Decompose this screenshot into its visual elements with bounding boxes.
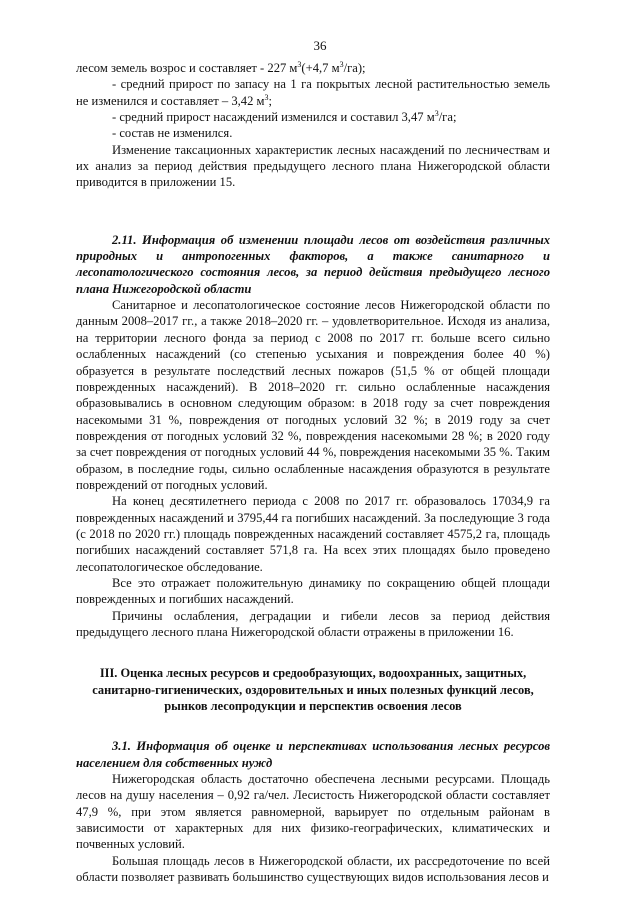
bullet-item: - состав не изменился. xyxy=(112,126,233,141)
section-heading-3-1: 3.1. Информация об оценке и перспективах использования лесных ресурсов населением для собственных нужд xyxy=(76,739,550,770)
paragraph: Большая площадь лесов в Нижегородской области, их рассредоточение по всей области позволяет развивать большинство существующих видов использования лесов и xyxy=(76,853,550,885)
bullet-item: - средний прирост насаждений изменился и составил 3,47 $м^3/га$; xyxy=(112,109,457,125)
chapter-heading-III: III. Оценка лесных ресурсов и средообразующих, водоохранных, защитных, санитарно-гигиенических, оздоровительных и иных полезных функций лесов, рынков лесопродукции и перспектив освоения лесов xyxy=(92,666,534,714)
page-number: 36 xyxy=(313,38,327,53)
page-body xyxy=(76,60,550,885)
paragraph: На конец десятилетнего периода с 2008 по 2017 гг. образовалось 17034,9 га поврежденных насаждений и 3795,44 га погибших насаждений. За последующие 3 года (с 2018 по 2020 гг.) площадь поврежденных насаждений составляет 4575,2 га, площадь погибших насаждений составляет 571,8 га. На всех этих площадях было проведено лесопатологическое обследование. xyxy=(76,494,550,574)
paragraph: Нижегородская область достаточно обеспечена лесными ресурсами. Площадь лесов на душу населения – 0,92 га/чел. Лесистость Нижегородской области составляет 47,9 %, при этом является равномерной, варьирует по отдельным районам в зависимости от характерных для них физико-географических, климатических и почвенных условий. xyxy=(76,772,550,852)
bullet-item: - средний прирост по запасу на 1 га покрытых лесной растительностью земель не изменился и составляет – 3,42 $м^3$; xyxy=(76,77,550,108)
section-heading-2-11: 2.11. Информация об изменении площади лесов от воздействия различных природных и антропогенных факторов, а также санитарного и лесопатологического состояния лесов, за период действия предыдущего лесного плана Нижегородской области xyxy=(76,232,550,296)
paragraph: Изменение таксационных характеристик лесных насаждений по лесничествам и их анализ за период действия предыдущего лесного плана Нижегородской области приводится в приложении 15. xyxy=(76,142,550,190)
paragraph: Причины ослабления, деградации и гибели лесов за период действия предыдущего лесного плана Нижегородской области отражены в приложении 16. xyxy=(76,608,550,639)
paragraph: лесом земель возрос и составляет - 227 $м^3(+4,7$ $м^3/га$); xyxy=(76,60,366,75)
paragraph: Все это отражает положительную динамику по сокращению общей площади поврежденных и погибших насаждений. xyxy=(76,575,550,607)
paragraph: Санитарное и лесопатологическое состояние лесов Нижегородской области по данным 2008–2017 гг., а также 2018–2020 гг. – удовлетворительное. Исходя из анализа, на территории лесного фонда за период с 2008 по 2017 гг. больше всего сильно ослабленных насаждений (со степенью усыхания и повреждения более 40 %) образуется в результате последствий лесных пожаров (51,5 % от общей площади поврежденных насаждений). В 2018–2020 гг. сильно ослабленные насаждения образовывались в основном следующим образом: в 2018 году за счет повреждения насекомыми 31 %, повреждения от погодных условий 32 %; в 2019 году за счет повреждения от погодных условий 32 %, повреждения насекомыми 28 %; в 2020 году за счет повреждения от погодных условий 44 %, повреждения насекомыми 35 %. Таким образом, в последние годы, сильно ослабленные насаждения образуются в результате повреждений от погодных условий. xyxy=(76,298,550,492)
